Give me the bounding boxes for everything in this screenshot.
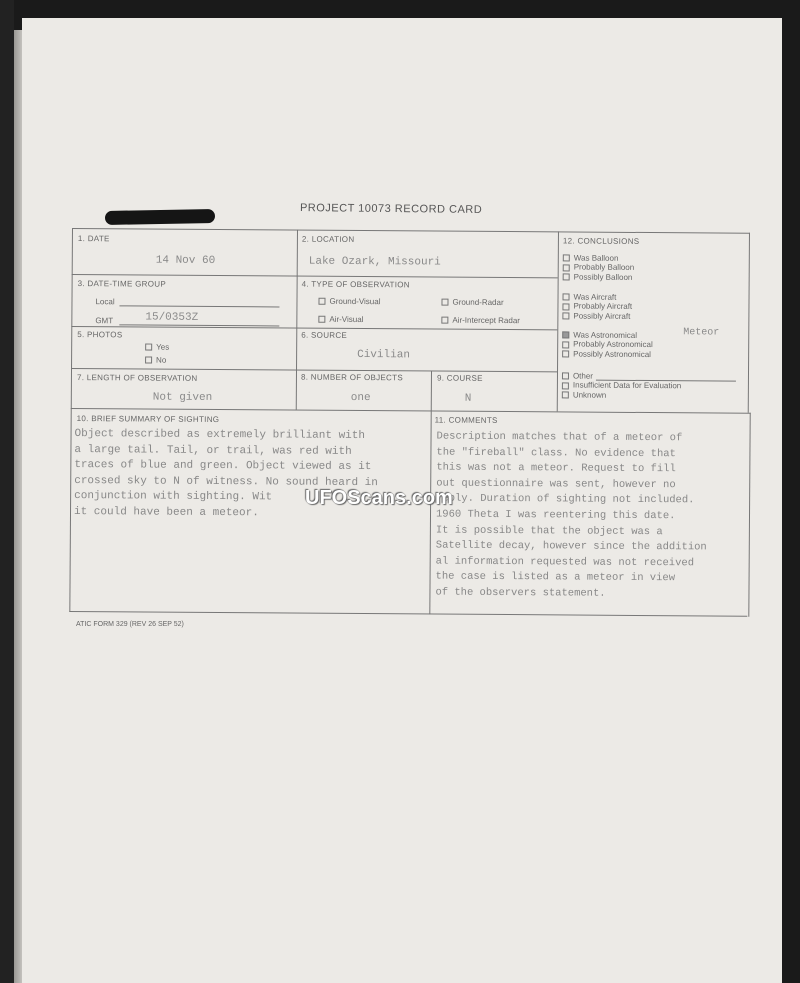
date-label: 1. DATE (77, 234, 110, 244)
datetime-label: 3. DATE-TIME GROUP (77, 279, 167, 289)
checkbox-icon (562, 313, 569, 320)
checkbox-icon (563, 294, 570, 301)
checkbox-icon (145, 357, 152, 364)
checked-box-icon (562, 332, 569, 339)
checkbox-icon (145, 344, 152, 351)
course-value: N (464, 392, 472, 405)
date-value: 14 Nov 60 (155, 254, 216, 268)
type-ground-radar: Ground-Radar (441, 298, 503, 307)
type-air-intercept-radar: Air-Intercept Radar (441, 316, 520, 326)
checkbox-icon (441, 317, 448, 324)
num-objects-value: one (350, 391, 371, 405)
gmt-value: 15/0353Z (145, 311, 199, 324)
num-objects-label: 8. NUMBER OF OBJECTS (300, 372, 404, 383)
course-label: 9. COURSE (436, 373, 483, 383)
summary-label: 10. BRIEF SUMMARY OF SIGHTING (76, 414, 220, 425)
conclusions-aircraft: Was Aircraft Probably Aircraft Possibly Aircraft (562, 292, 632, 321)
conclusions-label: 12. CONCLUSIONS (562, 236, 640, 246)
checkbox-icon (563, 264, 570, 271)
type-air-visual: Air-Visual (318, 315, 363, 324)
location-value: Lake Ozark, Missouri (308, 255, 441, 269)
photos-yes: Yes (145, 343, 169, 352)
checkbox-icon (562, 341, 569, 348)
checkbox-icon (563, 255, 570, 262)
gmt-label: GMT (95, 316, 114, 326)
checkbox-icon (562, 303, 569, 310)
photos-no: No (145, 356, 166, 365)
redaction-mark (105, 209, 215, 225)
source-value: Civilian (357, 348, 410, 362)
comments-text: Description matches that of a meteor of the "fireball" class. No evidence that this was not a meteor. Request to fill out questionnaire was sent, however no reply. Duration of sighting not included. 1960 Theta I was reentering this date. It is possible that the object was a Satellite decay, however since the addition al information requested was not received the case is listed as a meteor in view of the observers statement. (435, 430, 707, 600)
summary-text: Object described as extremely brilliant with a large tail. Tail, or trail, was red with traces of blue and green. Object viewed as it crossed sky to N of witness. No sound heard in conjunction with sighting. Wit it could have been a meteor. (73, 428, 378, 520)
length-label: 7. LENGTH OF OBSERVATION (76, 373, 198, 383)
card-title: PROJECT 10073 RECORD CARD (299, 202, 483, 216)
checkbox-icon (318, 298, 325, 305)
checkbox-icon (562, 373, 569, 380)
source-label: 6. SOURCE (301, 330, 348, 340)
scan-edge (0, 0, 14, 983)
checkbox-icon (562, 382, 569, 389)
checkbox-icon (562, 392, 569, 399)
astronomical-note: Meteor (683, 327, 720, 339)
checkbox-icon (562, 351, 569, 358)
form-id: ATIC FORM 329 (REV 26 SEP 52) (76, 621, 184, 628)
conclusions-balloon: Was Balloon Probably Balloon Possibly Balloon (563, 253, 635, 282)
watermark: UFOScans.com (305, 487, 453, 509)
conclusions-astronomical: Was Astronomical Probably Astronomical Possibly Astronomical (562, 330, 653, 359)
photos-label: 5. PHOTOS (77, 330, 123, 340)
checkbox-icon (563, 274, 570, 281)
length-value: Not given (152, 391, 213, 404)
checkbox-icon (441, 299, 448, 306)
record-card (69, 228, 750, 617)
type-ground-visual: Ground-Visual (318, 297, 380, 306)
conclusions-other: Other Insufficient Data for Evaluation Unknown (562, 371, 682, 400)
local-label: Local (95, 297, 115, 307)
type-label: 4. TYPE OF OBSERVATION (301, 279, 410, 290)
location-label: 2. LOCATION (301, 234, 355, 244)
comments-label: 11. COMMENTS (434, 415, 498, 425)
checkbox-icon (318, 316, 325, 323)
